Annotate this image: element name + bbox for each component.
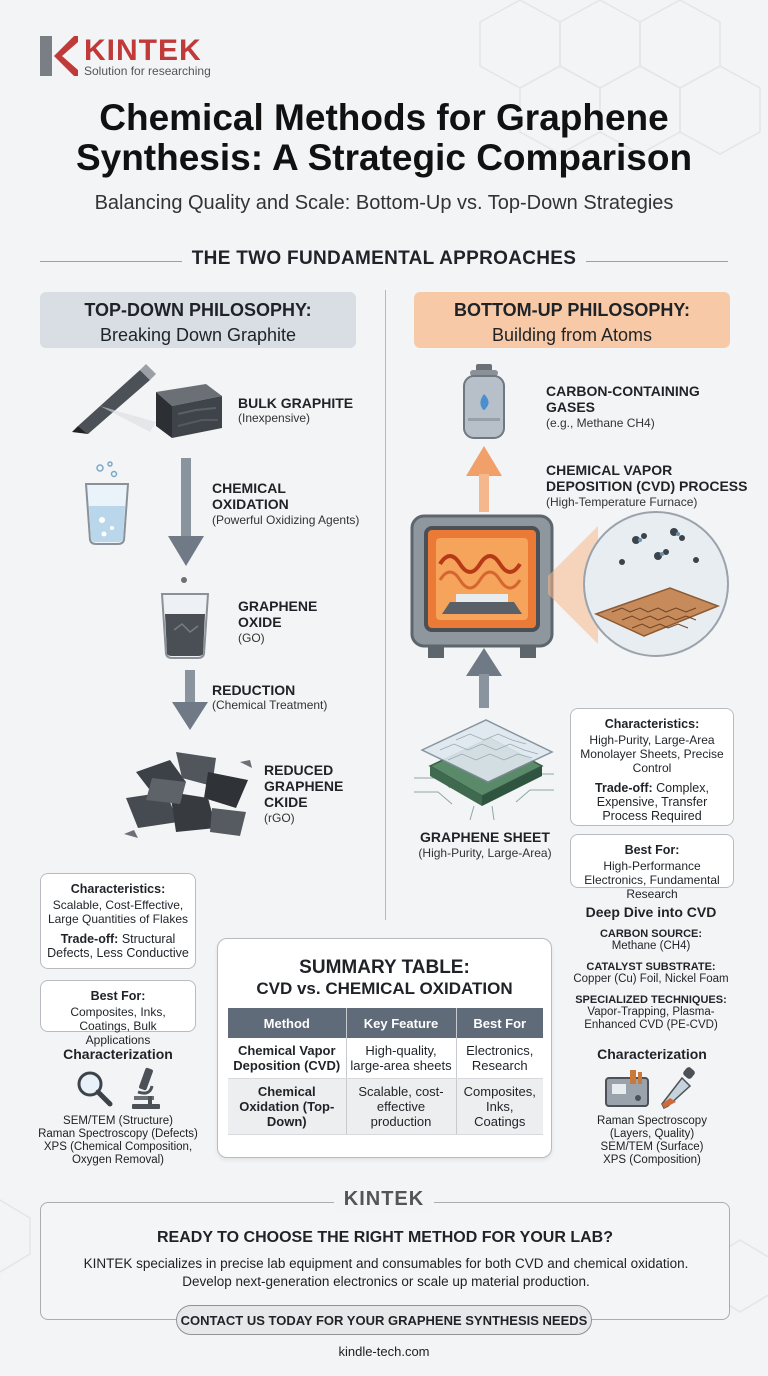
- td-step-4-title: REDUCTION: [212, 682, 296, 698]
- bu-arrow-1: [466, 446, 502, 512]
- summary-col-method: Method: [228, 1008, 346, 1038]
- td-characteristics-card: [40, 873, 196, 969]
- cvd-carbon-source-label: CARBON SOURCE:: [599, 928, 703, 940]
- bu-step-1-title: CARBON-CONTAINING GASES: [546, 383, 700, 415]
- contact-us-button[interactable]: CONTACT US TODAY FOR YOUR GRAPHENE SYNTHESIS NEEDS: [176, 1305, 592, 1335]
- graphene-chip-icon: [410, 708, 558, 824]
- td-characteristics-text: Scalable, Cost-Effective, Large Quantities of Flakes: [47, 898, 189, 926]
- cvd-carbon-source-value: Methane (CH4): [611, 940, 691, 952]
- table-row: [228, 1038, 543, 1079]
- summary-cell-r2-best-for: Composites, Inks, Coatings: [456, 1079, 543, 1135]
- td-step-5-title: REDUCED GRAPHENE CKIDE: [264, 762, 344, 810]
- top-down-header: [40, 292, 356, 348]
- td-step-4-note: (Chemical Treatment): [212, 698, 328, 712]
- table-row: [228, 1079, 543, 1135]
- td-step-2-title: CHEMICAL OXIDATION: [212, 480, 289, 512]
- pencil-icon: [70, 362, 158, 434]
- gas-cylinder-icon: [458, 362, 510, 442]
- td-best-for-label: Best For:: [90, 989, 146, 1003]
- bu-arrow-2: [466, 648, 502, 708]
- cta-box: [40, 1202, 730, 1320]
- td-step-2-note: (Powerful Oxidizing Agents): [212, 513, 360, 527]
- summary-col-feature: Key Feature: [346, 1008, 456, 1038]
- cta-body: KINTEK specializes in precise lab equipment and consumables for both CVD and chemical oxidation. Develop next-generation electronics or scale up material production.: [83, 1256, 689, 1289]
- td-char-line-1: SEM/TEM (Structure): [63, 1115, 173, 1127]
- td-arrow-2: [172, 670, 208, 732]
- td-characterization-title: Characterization: [63, 1046, 173, 1062]
- summary-cell-r1-feature: High-quality, large-area sheets: [346, 1038, 456, 1079]
- summary-subtitle: CVD vs. CHEMICAL OXIDATION: [256, 979, 513, 998]
- summary-col-best-for: Best For: [456, 1008, 543, 1038]
- website-link[interactable]: kindle-tech.com: [338, 1344, 430, 1359]
- summary-table: [228, 1008, 543, 1135]
- pipette-icon: [660, 1066, 700, 1110]
- bu-characteristics-text: High-Purity, Large-Area Monolayer Sheets, Precise Control: [580, 733, 724, 775]
- bu-char-line-3: SEM/TEM (Surface): [600, 1141, 704, 1153]
- bu-best-for-text: High-Performance Electronics, Fundamental Research: [584, 859, 720, 901]
- summary-table-card: [217, 938, 552, 1158]
- cvd-deep-dive: [566, 904, 736, 1040]
- td-step-5-note: (rGO): [264, 811, 295, 825]
- footer-logo[interactable]: KINTEK: [334, 1188, 434, 1212]
- td-arrow-1: [168, 458, 204, 568]
- bu-char-line-4: XPS (Composition): [603, 1154, 701, 1166]
- td-char-line-2: Raman Spectroscopy (Defects): [38, 1128, 198, 1140]
- summary-cell-r2-feature: Scalable, cost-effective production: [346, 1079, 456, 1135]
- bottom-up-heading: BOTTOM-UP PHILOSOPHY:: [453, 300, 690, 320]
- td-characteristics-label: Characteristics:: [70, 882, 166, 896]
- td-char-line-4: Oxygen Removal): [71, 1154, 165, 1166]
- td-step-1-title: BULK GRAPHITE: [238, 395, 354, 411]
- page-subtitle: Balancing Quality and Scale: Bottom-Up vs. Top-Down Strategies: [94, 192, 674, 214]
- page-title: Chemical Methods for Graphene Synthesis: A Strategic Comparison: [75, 97, 693, 178]
- graphene-oxide-beaker-icon: [150, 574, 220, 660]
- td-step-3-title: GRAPHENE OXIDE: [238, 598, 318, 630]
- bottom-up-sub: Building from Atoms: [491, 325, 653, 345]
- brand-tagline: Solution for researching: [84, 64, 211, 78]
- rgo-flakes-icon: [116, 742, 256, 842]
- top-down-sub: Breaking Down Graphite: [99, 325, 297, 345]
- bu-char-line-2: (Layers, Quality): [609, 1128, 695, 1140]
- bu-tradeoff-text: Complex, Expensive, Transfer Process Required: [596, 781, 709, 823]
- kintek-logo-icon: [40, 36, 78, 76]
- section-rule-right: [586, 261, 728, 262]
- summary-cell-r1-method: Chemical Vapor Deposition (CVD): [228, 1038, 346, 1079]
- cvd-furnace-icon: [410, 514, 554, 660]
- bu-step-1-note: (e.g., Methane CH4): [546, 416, 655, 430]
- td-char-line-3: XPS (Chemical Composition,: [43, 1141, 193, 1153]
- cvd-deep-dive-title: Deep Dive into CVD: [585, 904, 717, 920]
- cvd-techniques-value: Vapor-Trapping, Plasma-Enhanced CVD (PE-CVD): [584, 1006, 718, 1031]
- bu-best-for-label: Best For:: [624, 843, 680, 857]
- microscope-icon: [128, 1066, 164, 1110]
- summary-title: SUMMARY TABLE:: [299, 957, 470, 978]
- cvd-catalyst-label: CATALYST SUBSTRATE:: [586, 961, 716, 973]
- brand-logo[interactable]: [40, 34, 240, 80]
- cta-heading: READY TO CHOOSE THE RIGHT METHOD FOR YOUR LAB?: [156, 1229, 614, 1246]
- spectrometer-icon: [604, 1068, 650, 1108]
- td-tradeoff-label: Trade-off:: [60, 932, 119, 946]
- top-down-heading: TOP-DOWN PHILOSOPHY:: [84, 300, 312, 320]
- bu-step-2-title: CHEMICAL VAPOR DEPOSITION (CVD) PROCESS: [546, 462, 748, 494]
- bu-characterization-title: Characterization: [597, 1046, 707, 1062]
- summary-cell-r1-best-for: Electronics, Research: [456, 1038, 543, 1079]
- td-best-for-card: [40, 980, 196, 1047]
- graphite-block-icon: [146, 380, 224, 442]
- bu-step-3-note: (High-Purity, Large-Area): [418, 846, 552, 860]
- cvd-techniques-label: SPECIALIZED TECHNIQUES:: [575, 994, 727, 1006]
- td-best-for-text: Composites, Inks, Coatings, Bulk Applications: [70, 1005, 166, 1047]
- bottom-up-header: [414, 292, 730, 348]
- graphene-lattice-icon: [582, 510, 730, 658]
- cvd-catalyst-value: Copper (Cu) Foil, Nickel Foam: [573, 973, 729, 985]
- bu-step-3-title: GRAPHENE SHEET: [420, 829, 550, 845]
- beaker-icon: [74, 460, 140, 546]
- bu-step-2-note: (High-Temperature Furnace): [546, 495, 698, 509]
- brand-name: KINTEK: [84, 34, 202, 67]
- bu-characteristics-card: [570, 708, 734, 826]
- bu-tradeoff-label: Trade-off:: [595, 781, 653, 795]
- td-step-3-note: (GO): [238, 631, 265, 645]
- summary-cell-r2-method: Chemical Oxidation (Top-Down): [228, 1079, 346, 1135]
- column-divider: [385, 290, 386, 920]
- bu-char-line-1: Raman Spectroscopy: [597, 1115, 707, 1127]
- magnifier-icon: [74, 1068, 114, 1108]
- bu-best-for-card: [570, 834, 734, 901]
- bu-characteristics-label: Characteristics:: [604, 717, 700, 731]
- td-step-1-note: (Inexpensive): [238, 411, 311, 425]
- section-heading: THE TWO FUNDAMENTAL APPROACHES: [191, 248, 577, 269]
- td-tradeoff-text: Structural Defects, Less Conductive: [47, 932, 189, 960]
